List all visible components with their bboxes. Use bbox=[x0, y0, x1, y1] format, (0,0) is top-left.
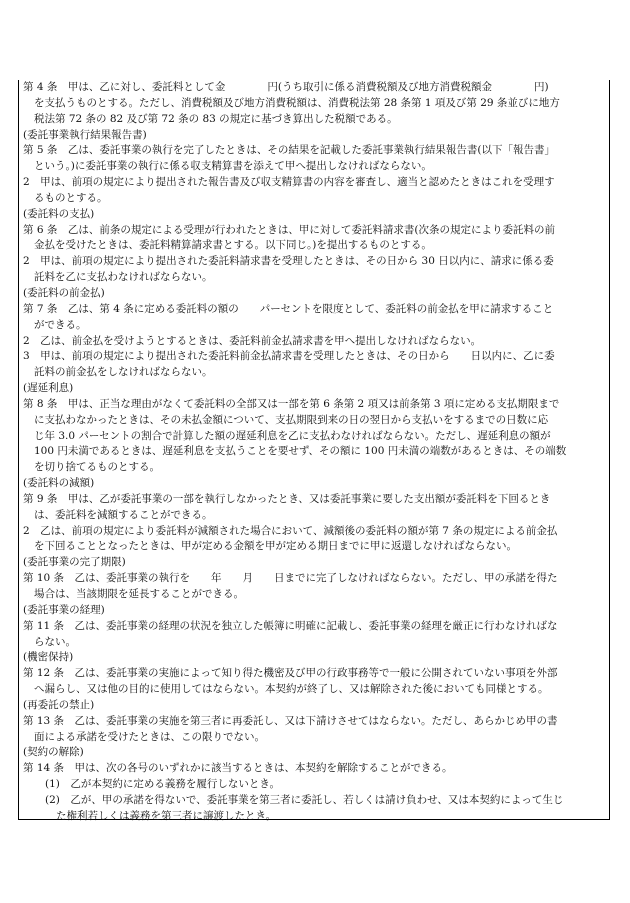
document-line: 2 甲は、前項の規定により提出された報告書及び収支精算書の内容を審査し、適当と認めたときはこれを受理す bbox=[23, 176, 555, 189]
document-line: 第 14 条 甲は、次の各号のいずれかに該当するときは、本契約を解除することができる。 bbox=[23, 762, 453, 775]
document-line: 第 12 条 乙は、委託事業の実施によって知り得た機密及び甲の行政事務等で一般に公開されていない事項を外部 bbox=[23, 667, 558, 680]
document-line: という。)に委託事業の執行に係る収支精算書を添えて甲へ提出しなければならない。 bbox=[34, 160, 432, 173]
document-line: を支払うものとする。ただし、消費税額及び地方消費税額は、消費税法第 28 条第 1 項及び第 29 条並びに地方 bbox=[34, 96, 560, 109]
document-line: 2 乙は、前金払を受けようとするときは、委託料前金払請求書を甲へ提出しなければならない。 bbox=[23, 334, 482, 347]
document-line: 100 円未満であるときは、遅延利息を支払うことを要せず、その額に 100 円未満の端数があるときは、その端数 bbox=[34, 445, 567, 458]
document-line: 金払を受けたときは、委託料精算請求書とする。以下同じ。)を提出するものとする。 bbox=[34, 239, 432, 252]
document-line: (委託事業執行結果報告書) bbox=[23, 128, 147, 141]
document-line: へ漏らし、又は他の目的に使用してはならない。本契約が終了し、又は解除された後においても同様とする。 bbox=[34, 683, 549, 696]
document-line: (委託料の支払) bbox=[23, 207, 95, 220]
document-line: 第 6 条 乙は、前条の規定による受理が行われたときは、甲に対して委託料請求書(次条の規定により委託料の前 bbox=[23, 223, 555, 236]
document-line: (遅延利息) bbox=[23, 382, 74, 395]
document-line: 2 乙は、前項の規定により委託料が減額された場合において、減額後の委託料の額が第 7 条の規定による前金払 bbox=[23, 524, 558, 537]
document-line: 第 7 条 乙は、第 4 条に定める委託料の額の パーセントを限度として、委託料の前金払を甲に請求すること bbox=[23, 302, 554, 315]
document-line: 3 甲は、前項の規定により提出された委託料前金払請求書を受理したときは、その日から 日以内に、乙に委 bbox=[23, 350, 555, 363]
contract-document-body bbox=[18, 80, 610, 820]
document-line: 第 5 条 乙は、委託事業の執行を完了したときは、その結果を記載した委託事業執行結果報告書(以下「報告書」 bbox=[23, 144, 555, 157]
document-line: 託料を乙に支払わなければならない。 bbox=[34, 271, 213, 284]
document-line: るものとする。 bbox=[34, 191, 108, 204]
document-line: (再委託の禁止) bbox=[23, 698, 95, 711]
document-line: 第 11 条 乙は、委託事業の経理の状況を独立した帳簿に明確に記載し、委託事業の経理を厳正に行わなければな bbox=[23, 619, 558, 632]
document-line: 面による承諾を受けたときは、この限りでない。 bbox=[34, 730, 265, 743]
document-line: (1) 乙が本契約に定める義務を履行しないとき。 bbox=[45, 778, 280, 791]
document-line: 第 9 条 甲は、乙が委託事業の一部を執行しなかったとき、又は委託事業に要した支出額が委託料を下回るとき bbox=[23, 492, 551, 505]
document-line: じ年 3.0 パーセントの割合で計算した額の遅延利息を乙に支払わなければならない。ただし、遅延利息の額が bbox=[34, 429, 551, 442]
document-line: 託料の前金払をしなければならない。 bbox=[34, 366, 213, 379]
document-line: (委託料の前金払) bbox=[23, 286, 105, 299]
document-line: 2 甲は、前項の規定により提出された委託料請求書を受理したときは、その日から 30 日以内に、請求に係る委 bbox=[23, 255, 554, 268]
document-line: (2) 乙が、甲の承諾を得ないで、委託事業を第三者に委託し、若しくは請け負わせ、又は本契約によって生じ bbox=[45, 793, 564, 806]
document-line: を下回ることとなったときは、甲が定める金額を甲が定める期日までに甲に返還しなければならない。 bbox=[34, 540, 517, 553]
document-line: は、委託料を減額することができる。 bbox=[34, 508, 213, 521]
document-line: (委託事業の経理) bbox=[23, 603, 105, 616]
document-line: 第 10 条 乙は、委託事業の執行を 年 月 日までに完了しなければならない。ただし、甲の承諾を得た bbox=[23, 572, 558, 585]
document-line: (委託料の減額) bbox=[23, 477, 95, 490]
document-line: (機密保持) bbox=[23, 651, 74, 664]
document-line: (委託事業の完了期限) bbox=[23, 556, 126, 569]
document-line: 第 13 条 乙は、委託事業の実施を第三者に再委託し、又は下請けさせてはならない。ただし、あらかじめ甲の書 bbox=[23, 714, 558, 727]
document-line: 第 4 条 甲は、乙に対し、委託料として金 円(うち取引に係る消費税額及び地方消費税額金 円) bbox=[23, 81, 549, 93]
document-line: を切り捨てるものとする。 bbox=[34, 461, 160, 474]
document-line: 税法第 72 条の 82 及び第 72 条の 83 の規定に基づき算出した税額である。 bbox=[34, 112, 398, 125]
document-line: 場合は、当該期限を延長することができる。 bbox=[34, 588, 244, 600]
document-line: 第 8 条 甲は、正当な理由がなくて委託料の全部又は一部を第 6 条第 2 項又は前条第 3 項に定める支払期限まで bbox=[23, 397, 560, 410]
document-line: (契約の解除) bbox=[23, 746, 84, 759]
document-line: た権利若しくは義務を第三者に譲渡したとき。 bbox=[56, 809, 277, 822]
document-line: らない。 bbox=[34, 635, 76, 648]
document-line: ができる。 bbox=[34, 318, 87, 331]
document-line: に支払わなかったときは、その未払金額について、支払期限到来の日の翌日から支払いをするまでの日数に応 bbox=[34, 413, 549, 426]
contract-text bbox=[23, 80, 603, 825]
